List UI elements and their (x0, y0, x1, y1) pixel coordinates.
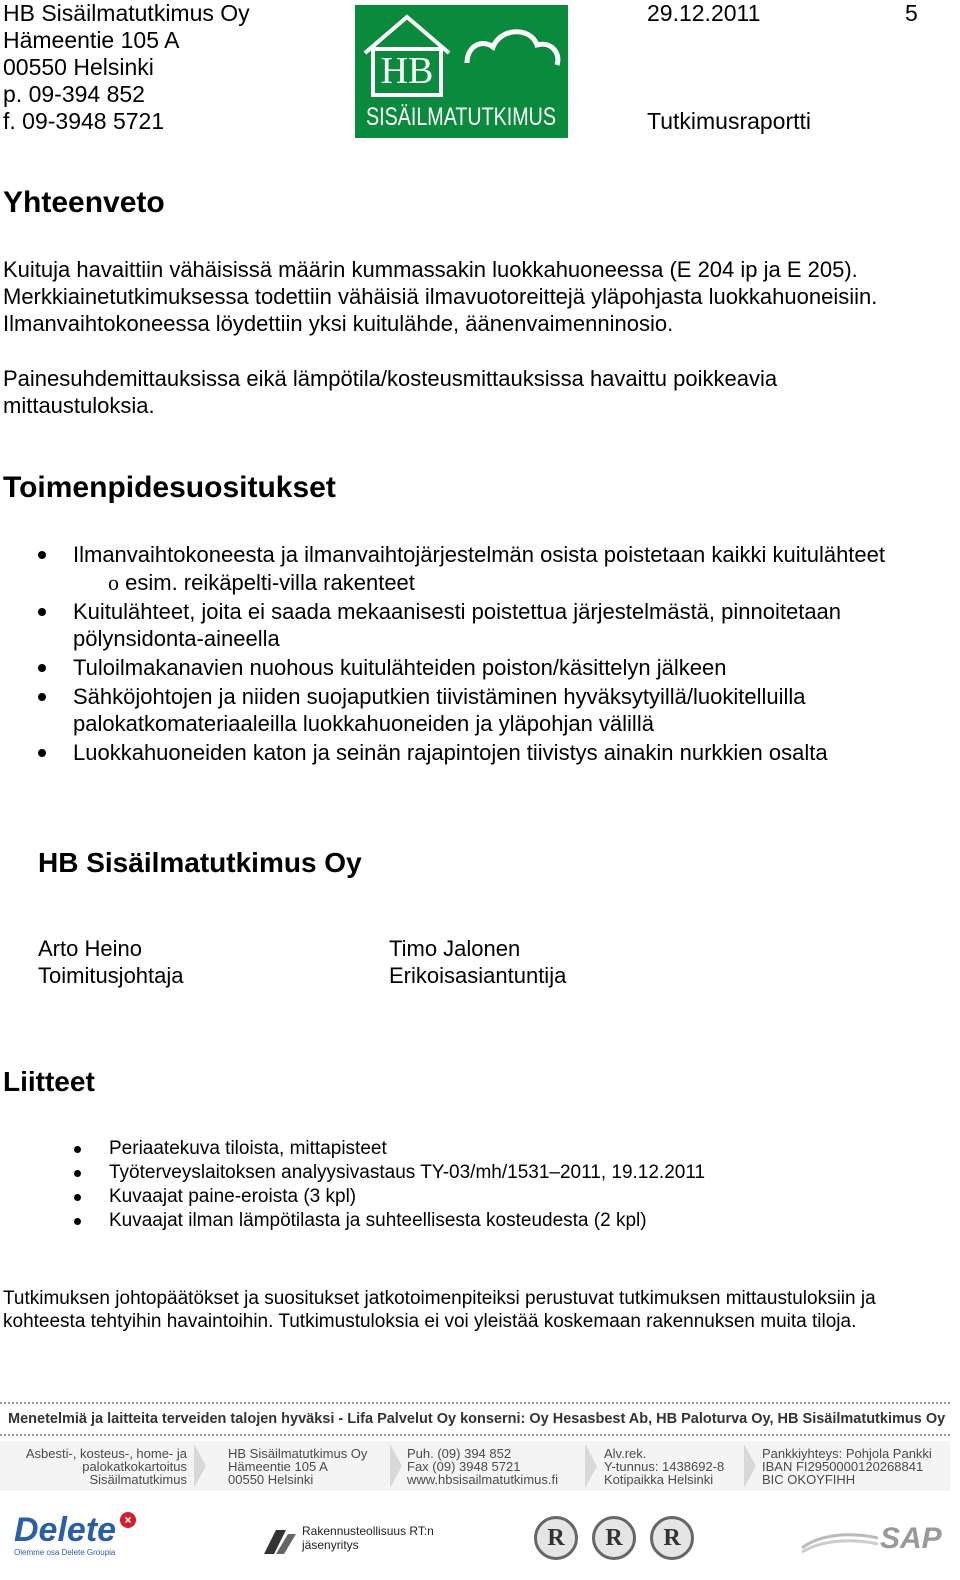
summary-line: Merkkiainetutkimuksessa todettiin vähäisiä ilmavuotoreittejä yläpohjasta luokkahuoneisiin. (3, 284, 878, 309)
footer-services: Asbesti-, kosteus-, home- ja palokatkokartoitus Sisäilmatutkimus (25, 1446, 187, 1487)
close-x-icon: × (120, 1512, 136, 1528)
bullet-icon (74, 1218, 81, 1225)
phone-number: p. 09-394 852 (3, 81, 145, 107)
disclaimer-line: Tutkimuksen johtopäätökset ja suositukset jatkotoimenpiteiksi perustuvat tutkimuksen mittaustuloksiin ja (3, 1288, 876, 1309)
separator-arrow-icon (194, 1444, 206, 1488)
certification-seal-icon: R (592, 1516, 636, 1560)
report-date: 29.12.2011 (647, 0, 761, 26)
summary-line: Painesuhdemittauksissa eikä lämpötila/kosteusmittauksissa havaittu poikkeavia (3, 366, 778, 391)
bullet-icon (38, 608, 46, 616)
website-link[interactable]: www.hbsisailmatutkimus.fi (407, 1472, 558, 1487)
footer-company-address: HB Sisäilmatutkimus Oy Hämeentie 105 A 00550 Helsinki (228, 1446, 368, 1487)
bullet-icon (74, 1170, 81, 1177)
disclaimer-line: kohteesta tehtyihin havaintoihin. Tutkimustuloksia ei voi yleistää koskemaan rakennuksen muita tiloja. (3, 1311, 857, 1332)
attachments-heading: Liitteet (3, 1066, 95, 1097)
bullet-icon (38, 693, 46, 701)
house-cloud-icon (355, 5, 568, 138)
bullet-icon (38, 551, 46, 559)
certification-seal-icon: R (650, 1516, 694, 1560)
recommendation-item: Luokkahuoneiden katon ja seinän rajapintojen tiivistys ainakin nurkkien osalta (73, 740, 828, 765)
rt-emblem-icon (262, 1524, 298, 1556)
signature-company: HB Sisäilmatutkimus Oy (38, 847, 362, 878)
sap-logo: SAP (800, 1520, 950, 1560)
summary-heading: Yhteenveto (3, 186, 165, 219)
bullet-icon (38, 664, 46, 672)
city-address: 00550 Helsinki (3, 54, 154, 80)
attachment-item: Työterveyslaitoksen analyysivastaus TY-03/mh/1531–2011, 19.12.2011 (109, 1162, 706, 1183)
recommendation-subitem-text: esim. reikäpelti-villa rakenteet (125, 570, 415, 595)
recommendation-item: Tuloilmakanavien nuohous kuitulähteiden poiston/käsittelyn jälkeen (73, 655, 727, 680)
bullet-icon (74, 1146, 81, 1153)
bullet-icon (74, 1194, 81, 1201)
separator-arrow-icon (390, 1444, 402, 1488)
attachment-item: Kuvaajat ilman lämpötilasta ja suhteellisesta kosteudesta (2 kpl) (109, 1210, 647, 1231)
signatory-name: Timo Jalonen (389, 936, 521, 961)
separator-arrow-icon (744, 1444, 756, 1488)
attachment-item: Periaatekuva tiloista, mittapisteet (109, 1138, 387, 1159)
footer-bank: Pankkiyhteys: Pohjola Pankki IBAN FI2950000120268841 BIC OKOYFIHH (762, 1446, 932, 1487)
recommendations-heading: Toimenpidesuositukset (3, 471, 336, 504)
fax-number: f. 09-3948 5721 (3, 108, 165, 134)
company-name: HB Sisäilmatutkimus Oy (3, 0, 250, 26)
street-address: Hämeentie 105 A (3, 27, 180, 53)
footer-registration: Alv.rek. Y-tunnus: 1438692-8 Kotipaikka Helsinki (604, 1446, 725, 1487)
footer-contact: Puh. (09) 394 852 Fax (09) 3948 5721 www.hbsisailmatutkimus.fi (407, 1446, 558, 1487)
signatory-name: Arto Heino (38, 936, 142, 961)
summary-line: Ilmanvaihtokoneessa löydettiin yksi kuitulähde, äänenvaimenninosio. (3, 311, 674, 336)
recommendation-item: Sähköjohtojen ja niiden suojaputkien tiivistäminen hyväksytyillä/luokitelluilla (73, 684, 806, 709)
footer-tagline: Menetelmiä ja laitteita terveiden talojen hyväksi - Lifa Palvelut Oy konserni: Oy Hesasbest Ab, HB Paloturva Oy, HB Sisäilmatutkimus Oy (8, 1411, 946, 1427)
sub-bullet-icon: o (108, 570, 119, 595)
recommendation-item: Kuitulähteet, joita ei saada mekaanisesti poistettua järjestelmästä, pinnoitetaan (73, 599, 842, 624)
recommendation-item: Ilmanvaihtokoneesta ja ilmanvaihtojärjestelmän osista poistetaan kaikki kuitulähteet (73, 542, 886, 567)
footer-divider (0, 1402, 950, 1404)
attachment-item: Kuvaajat paine-eroista (3 kpl) (109, 1186, 357, 1207)
recommendation-item-cont: palokatkomateriaaleilla luokkahuoneiden ja yläpohjan välillä (73, 711, 654, 736)
document-type: Tutkimusraportti (647, 108, 812, 134)
separator-arrow-icon (585, 1444, 597, 1488)
swoosh-icon (800, 1528, 880, 1554)
bullet-icon (38, 749, 46, 757)
recommendation-subitem (108, 569, 415, 596)
summary-line: Kuituja havaittiin vähäisissä määrin kummassakin luokkahuoneessa (E 204 ip ja E 205). (3, 257, 858, 282)
signatory-title: Toimitusjohtaja (38, 963, 184, 988)
certification-seal-icon: R (534, 1516, 578, 1560)
recommendation-item-cont: pölynsidonta-aineella (73, 626, 280, 651)
footer-divider (0, 1434, 950, 1436)
summary-line: mittaustuloksia. (3, 393, 155, 418)
hb-logo (355, 5, 568, 138)
rt-member-logo: Rakennusteollisuus RT:n jäsenyritys (262, 1522, 442, 1558)
logo-mark: HB (380, 50, 434, 92)
delete-logo: Delete Olemme osa Delete Groupia × (14, 1512, 144, 1562)
page-number: 5 (905, 0, 918, 26)
logo-name: SISÄILMATUTKIMUS (366, 103, 556, 131)
signatory-title: Erikoisasiantuntija (389, 963, 567, 988)
